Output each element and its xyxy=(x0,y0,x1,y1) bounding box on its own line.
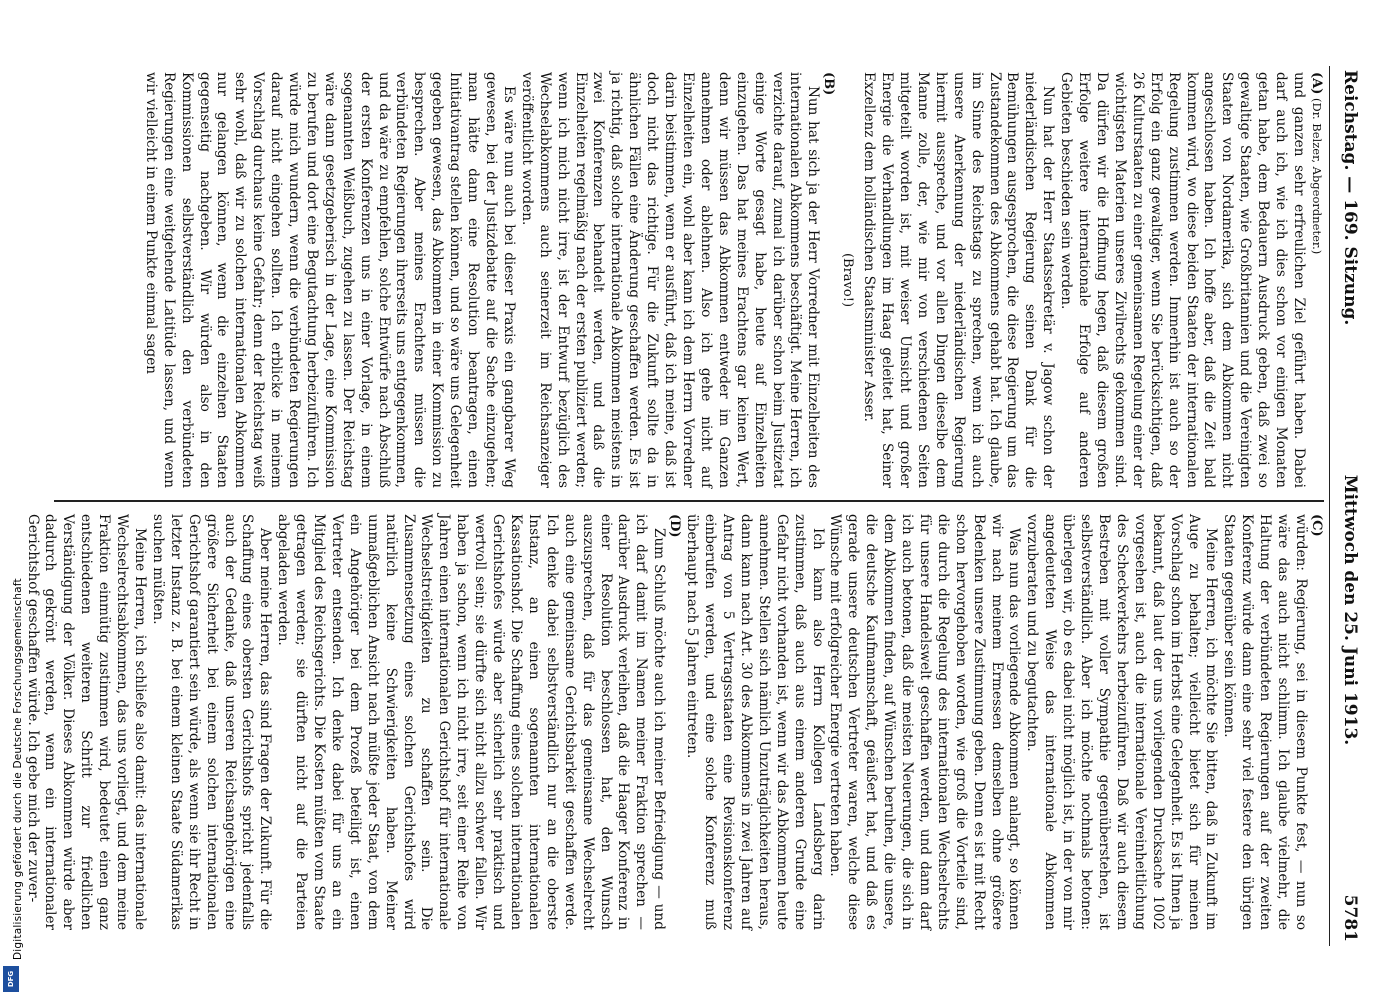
rotated-page xyxy=(24,66,1360,946)
paragraph: Es wäre nun auch bei dieser Praxis ein gangbarer Weg gewesen, bei der Justizdebatte auf die Sache einzugehen; man hätte dann eine Resolution beantragen, einen Initiativantrag stellen können, und so wäre uns Gelegenheit gegeben gewesen, das Abkommen in einer Kommission zu besprechen. Aber meines Erachtens müssen die verbündeten Regierungen ihrerseits uns entgegenkommen, und da wäre zu empfehlen, solche Entwürfe nach Abschluß der ersten Konferenzen uns in einer Vorlage, in einem sogenannten Weißbuch, zugehen zu lassen. Der Reichstag wäre dann gesetzgeberisch in der Lage, eine Kommission zu berufen und dort eine Begutachtung herbeizuführen. Ich würde mich wundern, wenn die verbündeten Regierungen darauf nicht eingehen sollten. Ich erblicke in meinem Vorschlag durchaus keine Gefahr; denn der Reichstag weiß sehr wohl, daß wir zu solchen internationalen Abkommen nur gelangen können, wenn die einzelnen Staaten gegenseitig nachgeben. Wir würden also in den Kommissionen selbstverständlich den verbündeten Regierungen eine weitgehende Latitüde lassen, und wenn wir vielleicht in einem Punkte einmal sagen xyxy=(142,72,517,488)
column-divider xyxy=(54,500,1324,502)
right-column xyxy=(24,508,1324,936)
margin-marker-d: (D) xyxy=(667,514,683,538)
paragraph: Meine Herren, ich schließe also damit: das internationale Wechselrechtsabkommen, das uns vorliegt, und dem meine Fraktion einmütig zustimmen wird, bedeutet einen ganz entschiedenen weiteren Schritt zur friedlichen Verständigung der Völker. Dieses Abkommen würde aber dadurch gekrönt werden, wenn ein internationaler Gerichtshof geschaffen würde. Ich gebe mich der zuver- xyxy=(24,514,148,930)
header-left: Reichstag. — 169. Sitzung. xyxy=(1340,70,1360,326)
paragraph: Aber meine Herren, das sind Fragen der Zukunft. Für die Schaffung eines obersten Gerichtshofs spricht jedenfalls auch der Gedanke, daß unseren Reichsangehörigen eine größere Sicherheit bei einem solchen internationalen Gerichtshof garantiert sein würde, als wenn sie ihr Recht in letzter Instanz z. B. bei einem kleinen Staate Südamerikas suchen müßten. xyxy=(149,514,274,930)
left-column xyxy=(54,66,1324,494)
paragraph: Was nun das vorliegende Abkommen anlangt, so können wir nach meinem Ermessen demselben ohne größere Bedenken unsere Zustimmung geben. Denn es ist mit Recht schon hervorgehoben worden, wie groß die Vorteile sind, die durch die Regelung des internationalen Wechselrechts für unsere Handelswelt geschaffen werden, und dann darf ich auch betonen, daß die meisten Neuerungen, die sich in dem Abkommen finden, auf Wünschen beruhen, die unsere, die deutsche Kaufmannschaft, geäußert hat, und daß es gerade unsere deutschen Vertreter waren, welche diese Wünsche mit erfolgreicher Energie vertreten haben. xyxy=(827,514,1023,930)
page xyxy=(24,66,1360,946)
speaker-name: (Dr. Belzer, Abgeordneter.) xyxy=(1310,98,1324,255)
margin-marker-c: (C) xyxy=(1309,514,1324,537)
paragraph: würden: Regierung, sei in diesem Punkte fest, — nun so wäre das auch nicht schlimm. Ich glaube vielmehr, die Haltung der verbündeten Regierungen auf der zweiten Konferenz würde dann eine sehr viel festere den übrigen Staaten gegenüber sein können. xyxy=(1221,514,1309,930)
paragraph: Ich kann also Herrn Kollegen Landsberg darin zustimmen, daß auch aus einem anderen Grunde eine Gefahr nicht vorhanden ist, wenn wir das Abkommen heute annehmen. Stellen sich nämlich Unzuträglichkeiten heraus, dann kann nach Art. 30 des Abkommens in zwei Jahren auf Antrag von 5 Vertragsstaaten eine Revisionskonferenz einberufen werden, und eine solche Konferenz muß überhaupt nach 5 Jahren eintreten. xyxy=(684,514,826,930)
paragraph: Meine Herren, ich möchte Sie bitten, daß in Zukunft im Auge zu behalten; vielleicht bietet sich für meinen Vorschlag schon im Herbst eine Gelegenheit. Es ist Ihnen ja bekannt, daß laut der uns vorliegenden Drucksache 1002 vorgesehen ist, auch die internationale Vereinheitlichung des Scheckverkehrs herbeizuführen. Daß wir auch diesem Bestreben mit voller Sympathie gegenüberstehen, ist selbstverständlich. Aber ich möchte nochmals betonen: überlegen wir, ob es dabei nicht möglich ist, in der von mir angedeuteten Weise das internationale Abkommen vorzuberaten und zu begutachten. xyxy=(1024,514,1220,930)
paragraph: Zum Schluß möchte auch ich meiner Befriedigung — und ich darf damit im Namen meiner Fraktion sprechen — darüber Ausdruck verleihen, daß die Haager Konferenz in einer Resolution beschlossen hat, den Wunsch auszusprechen, daß für das gemeinsame Wechselrecht auch eine gemeinsame Gerichtsbarkeit geschaffen werde. Ich denke dabei selbstverständlich nur an die oberste Instanz, an einen sogenannten internationalen Kassationshof. Die Schaffung eines solchen internationalen Gerichtshofes würde aber sicherlich sehr praktisch und wertvoll sein; sie dürfte sich nicht allzu schwer fallen. Wir haben ja schon, wenn ich nicht irre, seit einer Reihe von Jahren einen internationalen Gerichtshof für internationale Wechselstreitigkeiten zu schaffen sein. Die Zusammensetzung eines solchen Gerichtshofes wird natürlich keine Schwierigkeiten haben. Meiner unmaßgeblichen Ansicht nach müßte jeder Staat, von dem ein Angehöriger bei dem Prozeß beteiligt ist, einen Vertreter entsenden. Ich denke dabei für uns an ein Mitglied des Reichsgerichts. Die Kosten müßten vom Staate getragen werden; sie dürften nicht auf die Parteien abgeladen werden. xyxy=(275,514,668,930)
paragraph: Nun hat der Herr Staatssekretär v. Jagow schon der niederländischen Regierung seinen Dank für die Bemühungen ausgesprochen, die diese Regierung um das Zustandekommen des Abkommens gehabt hat. Ich glaube, im Sinne des Reichstags zu sprechen, wenn ich auch unsere Anerkennung der niederländischen Regierung hiermit ausspreche, und vor allen Dingen dieselbe dem Manne zolle, der, wie mir von verschiedenen Seiten mitgeteilt worden ist, mit weiser Umsicht und großer Energie die Verhandlungen im Haag geleitet hat, Seiner Exzellenz dem holländischen Staatsminister Asser. xyxy=(861,72,1057,488)
paragraph: Nun hat sich ja der Herr Vorredner mit Einzelheiten des internationalen Abkommens beschäftigt. Meine Herren, ich verzichte darauf, zumal ich darüber schon beim Justizetat einige Worte gesagt habe, heute auf Einzelheiten einzugehen. Das hat meines Erachtens gar keinen Wert, denn wir müssen das Abkommen entweder im Ganzen annehmen oder ablehnen. Also ich gehe nicht auf Einzelheiten ein, wohl aber kann ich dem Herrn Vorredner darin beistimmen, wenn er ausführt, daß ich meine, daß ist doch nicht das richtige. Für die Zukunft sollte da in ähnlichen Fällen eine Änderung geschaffen werden. Es ist ja richtig, daß solche internationale Abkommen meistens in zwei Konferenzen behandelt werden, und daß die Einzelheiten regelmäßig nach der ersten publiziert werden; wenn ich mich nicht irre, ist der Entwurf bezüglich des Wechselabkommens auch seinerzeit im Reichsanzeiger veröffentlicht worden. xyxy=(518,72,822,488)
page-number: 5781 xyxy=(1340,894,1360,942)
header-right: Mittwoch den 25. Juni 1913. xyxy=(1340,474,1360,746)
dfg-logo xyxy=(3,966,19,992)
applause-note: (Bravo!) xyxy=(840,252,856,308)
paragraph: und ganzen sehr erfreulichen Ziel geführt haben. Dabei darf auch ich, wie ich dies schon vor einigen Monaten getan habe, dem Bedauern Ausdruck geben, daß zwei so gewaltige Staaten, wie Großbritannien und die Vereinigten Staaten von Nordamerika, sich dem Abkommen nicht angeschlossen haben. Ich hoffe aber, daß die Zeit bald kommen wird, wo diese beiden Staaten der internationalen Regelung zustimmen werden. Immerhin ist auch so der Erfolg ein ganz gewaltiger, wenn Sie berücksichtigen, daß 26 Kulturstaaten zu einer gemeinsamen Regelung einer der wichtigsten Materien unseres Zivilrechts gekommen sind. Da dürfen wir die Hoffnung hegen, daß diesem großen Erfolge weitere internationale Erfolge auf anderen Gebieten beschieden sein werden. xyxy=(1058,72,1307,488)
text-columns xyxy=(24,66,1324,946)
digitization-notice xyxy=(2,0,22,1000)
running-head xyxy=(1329,66,1360,946)
margin-marker-b: (B) xyxy=(821,72,837,96)
margin-marker-a: (A) xyxy=(1309,72,1324,95)
speaker-line xyxy=(1309,72,1324,488)
dfg-logo-text: DFG xyxy=(7,970,15,988)
digitization-notice-text: Digitalisierung gefördert durch die Deutsche Forschungsgemeinschaft xyxy=(12,578,24,960)
